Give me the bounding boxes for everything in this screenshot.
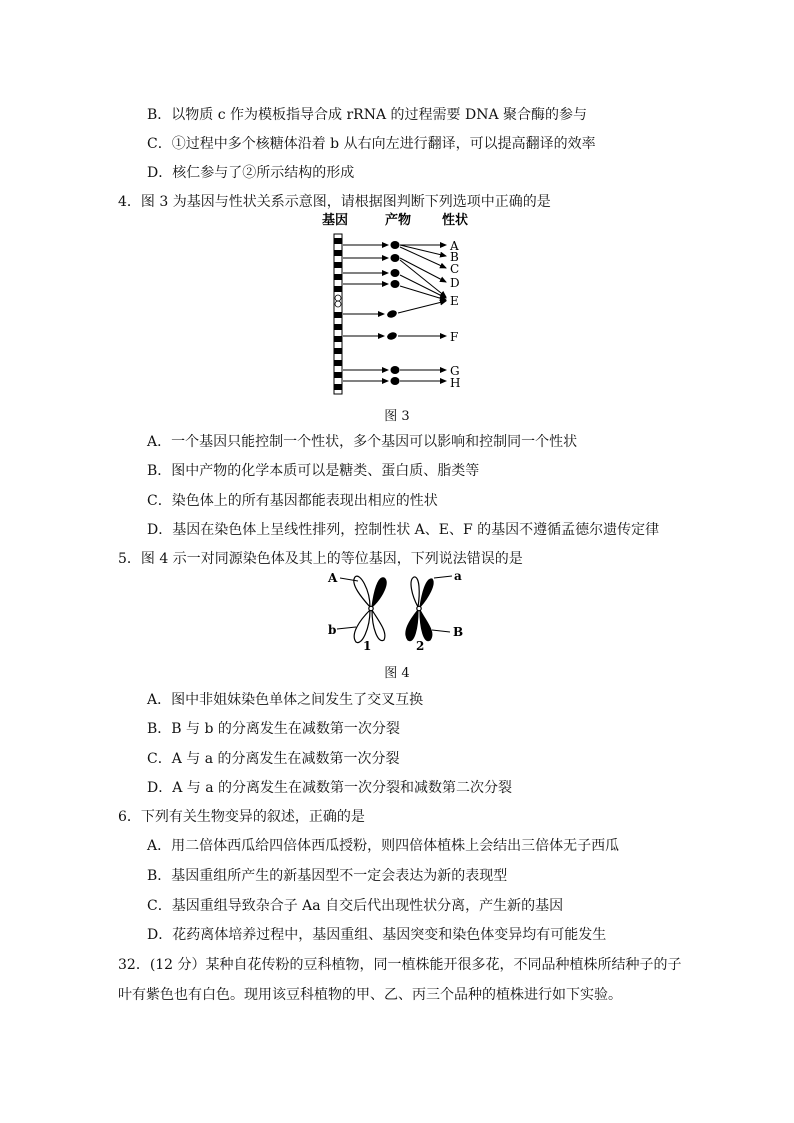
q4-stem: 4．图 3 为基因与性状关系示意图，请根据图判断下列选项中正确的是 [118, 194, 551, 210]
trait-label-g: G [450, 364, 460, 378]
chromosome-2 [406, 577, 433, 641]
q4-option-d: D．基因在染色体上呈线性排列，控制性状 A、E、F 的基因不遵循孟德尔遗传定律 [147, 522, 660, 538]
gene-label-A: A [328, 571, 338, 585]
trait-label-h: H [450, 376, 461, 390]
q5-stem: 5．图 4 示一对同源染色体及其上的等位基因，下列说法错误的是 [118, 551, 523, 567]
q6-stem: 6．下列有关生物变异的叙述，正确的是 [118, 809, 365, 825]
trait-label-d: D [450, 276, 460, 290]
chromosome-bar [334, 234, 342, 394]
trait-label-e: E [450, 294, 459, 308]
q3-option-c: C．①过程中多个核糖体沿着 b 从右向左进行翻译，可以提高翻译的效率 [147, 136, 596, 152]
chromosome-number-1: 1 [363, 639, 372, 652]
q3-option-b: B．以物质 c 作为模板指导合成 rRNA 的过程需要 DNA 聚合酶的参与 [147, 107, 588, 123]
q5-option-b: B．B 与 b 的分离发生在减数第一次分裂 [147, 721, 400, 737]
q5-option-d: D．A 与 a 的分离发生在减数第一次分裂和减数第二次分裂 [147, 780, 513, 796]
q5-option-c: C．A 与 a 的分离发生在减数第一次分裂 [147, 751, 400, 767]
gene-label-B: B [453, 625, 464, 639]
q4-option-b: B．图中产物的化学本质可以是糖类、蛋白质、脂类等 [147, 463, 480, 479]
trait-label-f: F [450, 330, 459, 344]
figure-4-chromosome-diagram [322, 570, 472, 652]
figure-3-gene-trait-diagram [310, 210, 490, 395]
chromosome-number-2: 2 [416, 639, 425, 652]
gene-label-b: b [328, 623, 337, 637]
trait-label-b: B [450, 250, 459, 264]
q4-option-a: A．一个基因只能控制一个性状，多个基因可以影响和控制同一个性状 [147, 434, 578, 450]
q5-option-a: A．图中非姐妹染色单体之间发生了交叉互换 [147, 692, 424, 708]
trait-label-c: C [450, 262, 460, 276]
q6-option-a: A．用二倍体西瓜给四倍体西瓜授粉，则四倍体植株上会结出三倍体无子西瓜 [147, 838, 620, 854]
q32-line-2: 叶有紫色也有白色。现用该豆科植物的甲、乙、丙三个品种的植株进行如下实验。 [118, 987, 622, 1003]
figure-3-caption: 图 3 [384, 409, 410, 424]
chromosome-1 [354, 576, 386, 642]
q6-option-b: B．基因重组所产生的新基因型不一定会表达为新的表现型 [147, 868, 508, 884]
product-trait-arrows [398, 245, 446, 381]
gene-label-a: a [454, 570, 462, 583]
q6-option-c: C．基因重组导致杂合子 Aa 自交后代出现性状分离，产生新的基因 [147, 898, 564, 914]
header-gene: 基因 [322, 213, 349, 228]
q4-option-c: C．染色体上的所有基因都能表现出相应的性状 [147, 493, 438, 509]
product-dots [386, 241, 399, 385]
trait-label-a: A [450, 239, 459, 253]
q32-line-1: 32．(12 分）某种自花传粉的豆科植物，同一植株能开很多花，不同品种植株所结种子的子 [118, 957, 682, 973]
figure-4-caption: 图 4 [384, 666, 410, 681]
header-trait: 性状 [442, 213, 469, 228]
q3-option-d: D．核仁参与了②所示结构的形成 [147, 165, 355, 181]
header-product: 产物 [385, 213, 412, 228]
gene-product-arrows [343, 245, 388, 381]
q6-option-d: D．花药离体培养过程中，基因重组、基因突变和染色体变异均有可能发生 [147, 927, 607, 943]
